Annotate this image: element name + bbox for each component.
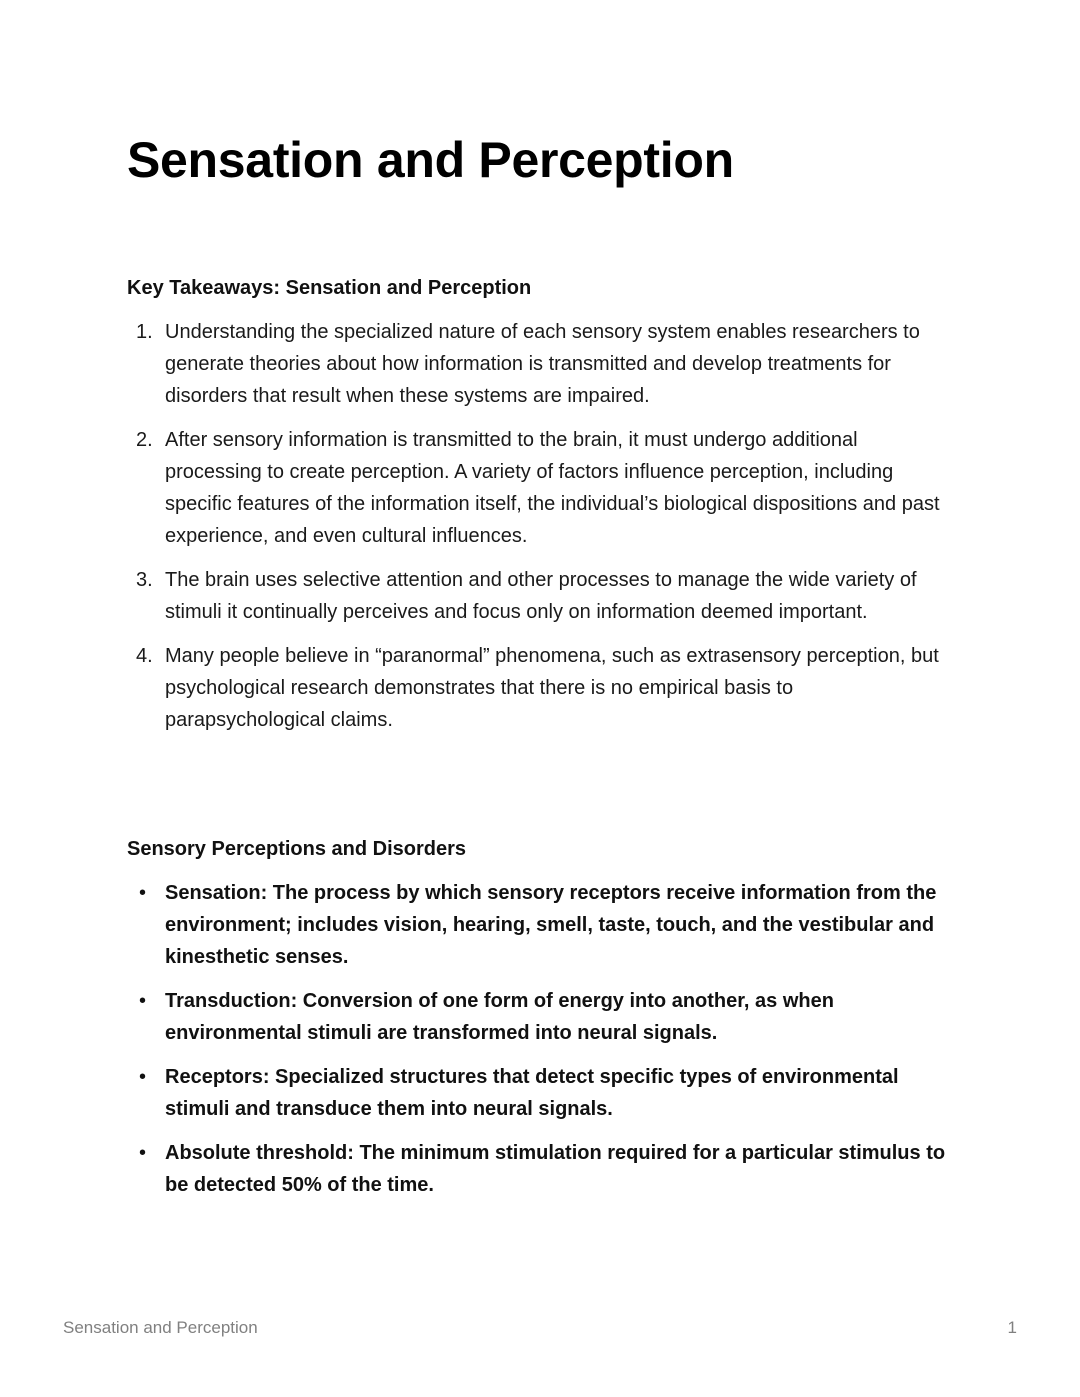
list-number: 1. (136, 321, 153, 343)
list-item-text: After sensory information is transmitted to the brain, it must undergo additional processing to create perception. A variety of factors influence perception, including specific features of the information itself, the individual’s biological dispositions and past experience, and even cultural influences. (165, 429, 940, 547)
bullet-icon: • (139, 1142, 147, 1164)
list-item (127, 877, 957, 973)
bullet-icon: • (139, 882, 147, 904)
key-takeaways-list (127, 316, 957, 748)
list-number: 3. (136, 569, 153, 591)
page-title: Sensation and Perception (127, 132, 734, 188)
sensory-section-heading: Sensory Perceptions and Disorders (127, 838, 467, 860)
list-item (127, 985, 957, 1049)
list-item-text: Transduction: Conversion of one form of energy into another, as when environmental stimuli are transformed into neural signals. (165, 990, 834, 1044)
list-number: 2. (136, 429, 153, 451)
list-item-text: The brain uses selective attention and other processes to manage the wide variety of stimuli it continually perceives and focus only on information deemed important. (165, 569, 917, 623)
footer-title: Sensation and Perception (63, 1318, 258, 1337)
sensory-definitions-list (127, 877, 957, 1213)
list-item (127, 640, 957, 736)
bullet-icon: • (139, 990, 147, 1012)
list-item (127, 564, 957, 628)
list-item-text: Many people believe in “paranormal” phenomena, such as extrasensory perception, but psychological research demonstrates that there is no empirical basis to parapsychological claims. (165, 645, 939, 731)
key-takeaways-heading: Key Takeaways: Sensation and Perception (127, 277, 532, 299)
list-item (127, 316, 957, 412)
page-number: 1 (1007, 1318, 1017, 1337)
list-item-text: Sensation: The process by which sensory receptors receive information from the environment; includes vision, hearing, smell, taste, touch, and the vestibular and kinesthetic senses. (165, 882, 937, 968)
list-item-text: Understanding the specialized nature of each sensory system enables researchers to generate theories about how information is transmitted and develop treatments for disorders that result when these systems are impaired. (165, 321, 920, 407)
list-number: 4. (136, 645, 153, 667)
list-item-text: Absolute threshold: The minimum stimulation required for a particular stimulus to be detected 50% of the time. (165, 1142, 946, 1196)
bullet-icon: • (139, 1066, 147, 1088)
list-item (127, 1061, 957, 1125)
list-item (127, 424, 957, 552)
list-item (127, 1137, 957, 1201)
list-item-text: Receptors: Specialized structures that detect specific types of environmental stimuli and transduce them into neural signals. (165, 1066, 899, 1120)
